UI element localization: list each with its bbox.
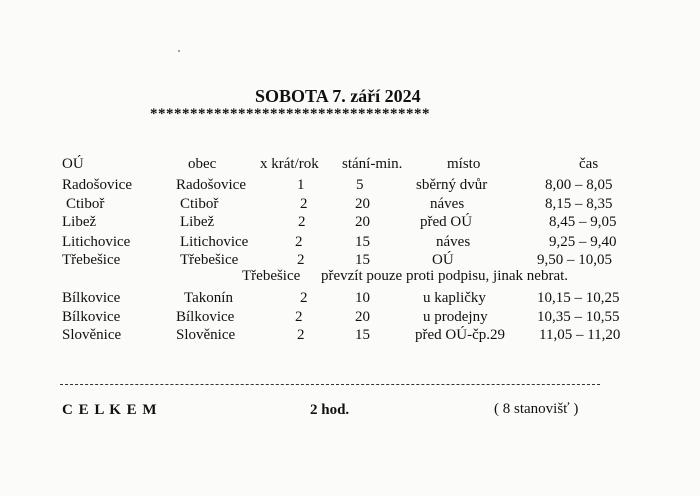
row-5-time: 9,50 – 10,05	[537, 252, 612, 268]
row-5-location: OÚ	[432, 252, 454, 268]
row-3-duration: 20	[355, 214, 370, 230]
row-8-time: 11,05 – 11,20	[539, 327, 621, 343]
row-4-frequency: 2	[295, 234, 303, 250]
row-6-duration: 10	[355, 290, 370, 306]
row-1-time: 8,00 – 8,05	[545, 177, 613, 193]
header-obec: obec	[188, 156, 217, 172]
header-frequency: x krát/rok	[260, 156, 319, 172]
row-5-obec: Třebešice	[180, 252, 239, 268]
footer-divider	[60, 384, 600, 385]
row-6-time: 10,15 – 10,25	[537, 290, 620, 306]
row-4-location: náves	[436, 234, 471, 250]
row-2-time: 8,15 – 8,35	[545, 196, 613, 212]
total-hours: 2 hod.	[310, 402, 350, 418]
row-6-ou: Bílkovice	[62, 290, 121, 306]
title-underline-stars: ***********************************	[150, 106, 430, 122]
row-7-duration: 20	[355, 309, 370, 325]
row-1-duration: 5	[356, 177, 364, 193]
total-label: C E L K E M	[62, 402, 158, 418]
row-8-ou: Slověnice	[62, 327, 122, 343]
row-1-frequency: 1	[297, 177, 305, 193]
row-4-time: 9,25 – 9,40	[549, 234, 617, 250]
note-place: Třebešice	[242, 268, 301, 284]
row-6-location: u kapličky	[423, 290, 486, 306]
row-5-duration: 15	[355, 252, 370, 268]
header-duration: stání-min.	[342, 156, 403, 172]
row-7-frequency: 2	[295, 309, 303, 325]
row-3-frequency: 2	[298, 214, 306, 230]
row-4-obec: Litichovice	[180, 234, 249, 250]
row-7-location: u prodejny	[423, 309, 488, 325]
row-4-duration: 15	[355, 234, 370, 250]
row-1-ou: Radošovice	[62, 177, 132, 193]
row-2-ou: Ctiboř	[66, 196, 105, 212]
scan-speck	[178, 50, 180, 52]
row-2-frequency: 2	[300, 196, 308, 212]
page-title: SOBOTA 7. září 2024	[255, 86, 421, 106]
note-text: převzít pouze proti podpisu, jinak nebrat.	[321, 268, 569, 284]
row-8-location: před OÚ-čp.29	[415, 327, 505, 343]
header-time: čas	[579, 156, 599, 172]
row-7-obec: Bílkovice	[176, 309, 235, 325]
row-3-obec: Libež	[180, 214, 215, 230]
row-8-frequency: 2	[297, 327, 305, 343]
row-7-time: 10,35 – 10,55	[537, 309, 620, 325]
row-2-duration: 20	[355, 196, 370, 212]
row-6-frequency: 2	[300, 290, 308, 306]
header-location: místo	[447, 156, 481, 172]
total-stations: ( 8 stanovišť )	[494, 401, 579, 417]
row-7-ou: Bílkovice	[62, 309, 121, 325]
header-ou: OÚ	[62, 156, 84, 172]
row-8-obec: Slověnice	[176, 327, 236, 343]
row-6-obec: Takonín	[184, 290, 233, 306]
row-2-obec: Ctiboř	[180, 196, 219, 212]
row-3-ou: Libež	[62, 214, 97, 230]
row-1-location: sběrný dvůr	[416, 177, 488, 193]
row-3-location: před OÚ	[420, 214, 473, 230]
row-5-ou: Třebešice	[62, 252, 121, 268]
row-5-frequency: 2	[297, 252, 305, 268]
row-4-ou: Litichovice	[62, 234, 131, 250]
row-2-location: náves	[430, 196, 465, 212]
row-8-duration: 15	[355, 327, 370, 343]
row-3-time: 8,45 – 9,05	[549, 214, 617, 230]
row-1-obec: Radošovice	[176, 177, 246, 193]
